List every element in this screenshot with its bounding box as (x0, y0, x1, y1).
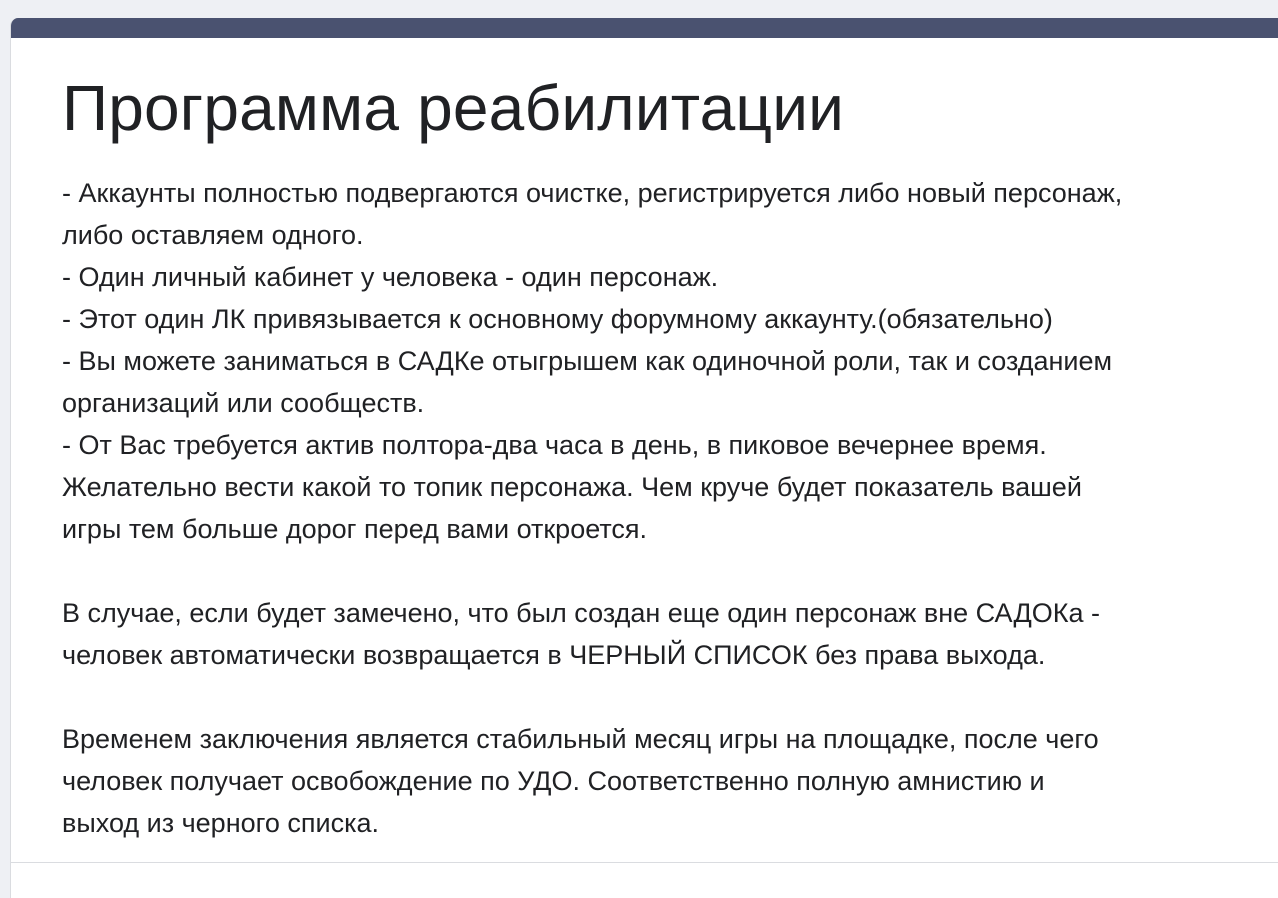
description-line: - Один личный кабинет у человека - один персонаж. (62, 262, 719, 292)
description-line: человек получает освобождение по УДО. Соответственно полную амнистию и (62, 766, 1045, 796)
form-header-card (10, 18, 1278, 898)
description-line: выход из черного списка. (62, 808, 380, 838)
form-description (62, 172, 1257, 844)
paragraph-gap (62, 676, 1257, 718)
description-line: организаций или сообществ. (62, 388, 425, 418)
description-line: игры тем больше дорог перед вами откроется. (62, 514, 648, 544)
description-line: - Этот один ЛК привязывается к основному форумному аккаунту.(обязательно) (62, 304, 1053, 334)
description-line: Желательно вести какой то топик персонажа. Чем круче будет показатель вашей (62, 472, 1082, 502)
description-line: человек автоматически возвращается в ЧЕРНЫЙ СПИСОК без права выхода. (62, 640, 1046, 670)
description-line: Временем заключения является стабильный месяц игры на площадке, после чего (62, 724, 1099, 754)
description-line: В случае, если будет замечено, что был создан еще один персонаж вне САДОКа - (62, 598, 1100, 628)
card-bottom-divider (11, 862, 1278, 863)
paragraph-gap (62, 550, 1257, 592)
description-line: - Аккаунты полностью подвергаются очистке, регистрируется либо новый персонаж, (62, 178, 1123, 208)
description-line: либо оставляем одного. (62, 220, 364, 250)
description-line: - Вы можете заниматься в САДКе отыгрышем как одиночной роли, так и созданием (62, 346, 1113, 376)
card-accent-bar (11, 18, 1278, 38)
card-body (11, 38, 1278, 844)
form-title: Программа реабилитации (62, 72, 845, 144)
description-line: - От Вас требуется актив полтора-два часа в день, в пиковое вечернее время. (62, 430, 1047, 460)
